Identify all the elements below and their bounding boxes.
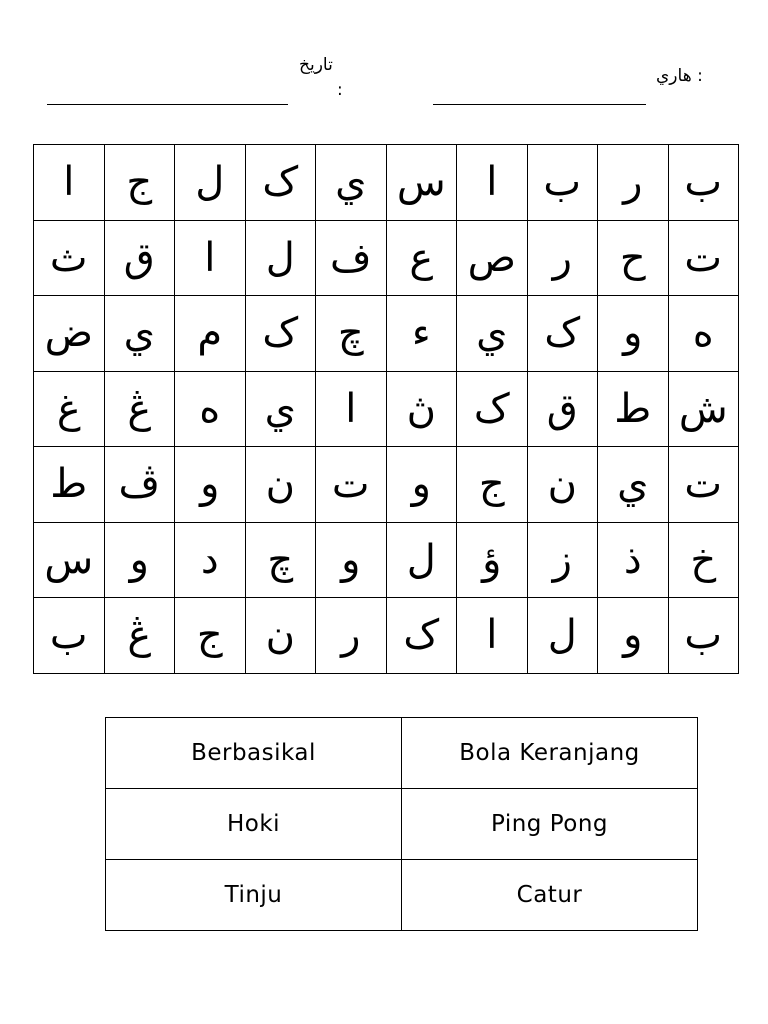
grid-cell: ف: [316, 220, 387, 296]
grid-cell: ک: [386, 598, 457, 674]
grid-cell: ت: [668, 447, 739, 523]
word-list-row: [106, 860, 698, 931]
grid-cell: ب: [668, 145, 739, 221]
grid-cell: ک: [245, 296, 316, 372]
grid-row: [34, 598, 739, 674]
word-list-row: [106, 718, 698, 789]
grid-cell: ض: [34, 296, 105, 372]
grid-cell: ي: [316, 145, 387, 221]
grid-cell: ڤ: [104, 447, 175, 523]
grid-cell: ل: [527, 598, 598, 674]
grid-cell: د: [175, 522, 246, 598]
word-search-grid: [33, 144, 739, 674]
grid-row: [34, 296, 739, 372]
grid-cell: س: [386, 145, 457, 221]
grid-cell: ص: [457, 220, 528, 296]
grid-cell: ث: [34, 220, 105, 296]
grid-cell: ق: [527, 371, 598, 447]
grid-cell: ع: [386, 220, 457, 296]
grid-cell: ل: [175, 145, 246, 221]
grid-cell: س: [34, 522, 105, 598]
grid-cell: ب: [668, 598, 739, 674]
grid-cell: ر: [598, 145, 669, 221]
grid-cell: ن: [527, 447, 598, 523]
grid-cell: ي: [598, 447, 669, 523]
grid-cell: ت: [668, 220, 739, 296]
date-colon: :: [337, 80, 343, 100]
grid-cell: و: [386, 447, 457, 523]
grid-cell: ط: [34, 447, 105, 523]
grid-cell: ک: [245, 145, 316, 221]
grid-cell: و: [104, 522, 175, 598]
word-cell: Tinju: [106, 860, 402, 931]
grid-cell: غ: [34, 371, 105, 447]
grid-cell: ج: [104, 145, 175, 221]
date-line: [47, 104, 288, 105]
grid-cell: ا: [316, 371, 387, 447]
grid-row: [34, 522, 739, 598]
grid-cell: ر: [527, 220, 598, 296]
grid-cell: ه: [175, 371, 246, 447]
grid-cell: ؤ: [457, 522, 528, 598]
grid-cell: ل: [386, 522, 457, 598]
grid-cell: خ: [668, 522, 739, 598]
grid-cell: و: [175, 447, 246, 523]
grid-cell: و: [598, 598, 669, 674]
grid-cell: ق: [104, 220, 175, 296]
grid-cell: م: [175, 296, 246, 372]
word-cell: Catur: [402, 860, 698, 931]
grid-cell: ک: [457, 371, 528, 447]
grid-cell: ا: [175, 220, 246, 296]
grid-cell: ن: [245, 598, 316, 674]
grid-cell: ي: [245, 371, 316, 447]
grid-cell: ي: [457, 296, 528, 372]
grid-cell: ا: [457, 145, 528, 221]
grid-cell: چ: [316, 296, 387, 372]
day-line: [433, 104, 646, 105]
grid-cell: ب: [527, 145, 598, 221]
grid-row: [34, 447, 739, 523]
date-label: تاريخ: [299, 55, 333, 75]
grid-cell: ن: [245, 447, 316, 523]
grid-cell: ڠ: [104, 598, 175, 674]
grid-cell: ذ: [598, 522, 669, 598]
word-list-row: [106, 789, 698, 860]
word-list-table: [105, 717, 698, 931]
grid-cell: چ: [245, 522, 316, 598]
grid-cell: ط: [598, 371, 669, 447]
word-cell: Berbasikal: [106, 718, 402, 789]
grid-cell: ت: [316, 447, 387, 523]
grid-cell: ي: [104, 296, 175, 372]
grid-cell: ڠ: [104, 371, 175, 447]
grid-cell: ج: [175, 598, 246, 674]
day-label: هاري :: [656, 66, 703, 86]
word-cell: Hoki: [106, 789, 402, 860]
grid-cell: ڽ: [386, 371, 457, 447]
grid-row: [34, 145, 739, 221]
grid-cell: ز: [527, 522, 598, 598]
grid-cell: ح: [598, 220, 669, 296]
grid-row: [34, 220, 739, 296]
grid-cell: ل: [245, 220, 316, 296]
grid-cell: ء: [386, 296, 457, 372]
grid-cell: ک: [527, 296, 598, 372]
word-cell: Bola Keranjang: [402, 718, 698, 789]
grid-cell: ا: [457, 598, 528, 674]
word-cell: Ping Pong: [402, 789, 698, 860]
grid-cell: ا: [34, 145, 105, 221]
grid-cell: ر: [316, 598, 387, 674]
grid-cell: و: [598, 296, 669, 372]
grid-row: [34, 371, 739, 447]
grid-cell: ج: [457, 447, 528, 523]
grid-cell: ب: [34, 598, 105, 674]
grid-cell: ه: [668, 296, 739, 372]
grid-cell: ش: [668, 371, 739, 447]
grid-cell: و: [316, 522, 387, 598]
